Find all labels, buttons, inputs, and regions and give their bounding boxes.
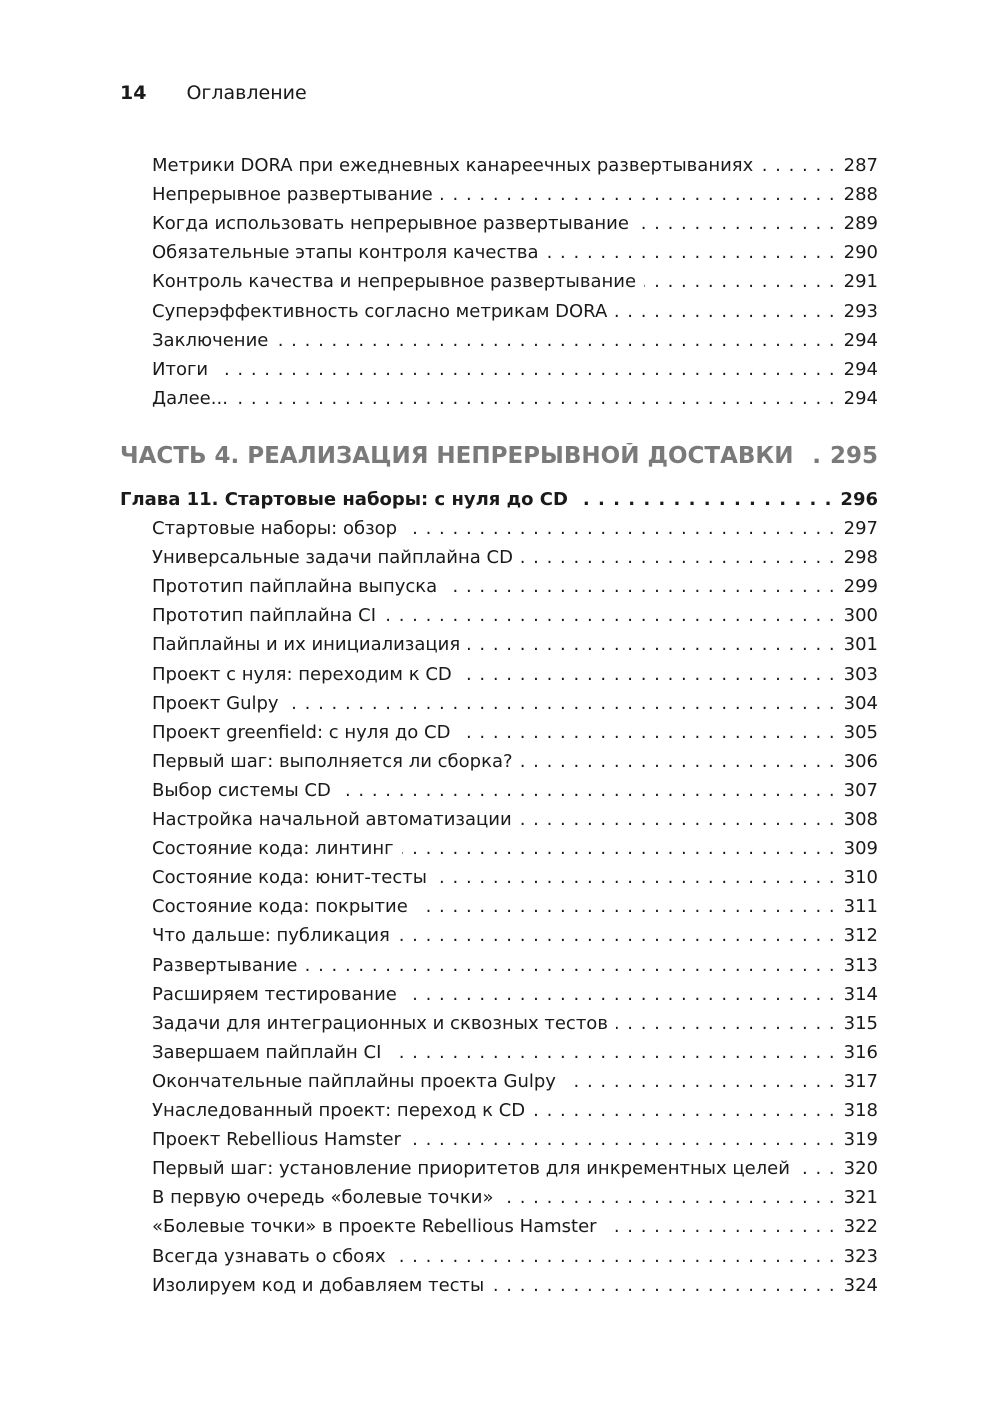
dot-leader	[644, 271, 836, 292]
toc-entry-page: 323	[843, 1245, 878, 1267]
dot-leader	[287, 693, 836, 714]
toc-entry-page: 287	[843, 155, 878, 176]
toc-entry-page: 311	[843, 896, 878, 918]
toc-entry[interactable]	[0, 359, 1000, 380]
part-heading[interactable]	[0, 443, 1000, 469]
toc-entry[interactable]	[0, 330, 1000, 351]
dot-leader	[547, 242, 836, 263]
toc-entry-title: Состояние кода: юнит-тесты	[152, 867, 427, 889]
dot-leader	[564, 1071, 836, 1092]
toc-entry[interactable]	[0, 693, 1000, 714]
toc-entry[interactable]	[0, 1246, 1000, 1267]
toc-entry-page: 306	[843, 750, 878, 772]
toc-entry[interactable]	[0, 547, 1000, 568]
toc-entry-title: Состояние кода: покрытие	[152, 896, 408, 918]
toc-entry-title: Всегда узнавать о сбоях	[152, 1245, 386, 1267]
running-head	[120, 82, 307, 104]
dot-leader	[615, 301, 835, 322]
dot-leader	[637, 213, 836, 234]
dot-leader	[468, 634, 835, 655]
toc-entry[interactable]	[0, 780, 1000, 801]
dot-leader	[492, 1275, 835, 1296]
dot-leader	[416, 896, 836, 917]
toc-entry[interactable]	[0, 838, 1000, 859]
toc-entry[interactable]	[0, 155, 1000, 176]
toc-entry[interactable]	[0, 751, 1000, 772]
toc-entry-title: Проект greenfield: с нуля до CD	[152, 721, 451, 743]
toc-entry[interactable]	[0, 605, 1000, 626]
toc-entry-title: В первую очередь «болевые точки»	[152, 1187, 494, 1209]
toc-entry-page: 289	[843, 213, 878, 235]
toc-entry-title: Непрерывное развертывание	[152, 184, 433, 206]
toc-entry-page: 304	[843, 692, 878, 714]
toc-entry[interactable]	[0, 809, 1000, 830]
toc-entry-title: Стартовые наборы: обзор	[152, 518, 398, 539]
toc-entry-page: 298	[843, 547, 878, 569]
chapter-heading[interactable]	[0, 489, 1000, 510]
dot-leader	[616, 1013, 836, 1034]
toc-entry-title: Завершаем пайплайн CI	[152, 1041, 382, 1063]
toc-entry-title: Первый шаг: установление приоритетов для инкрементных целей	[152, 1158, 790, 1180]
toc-entry[interactable]	[0, 664, 1000, 685]
dot-leader	[445, 576, 835, 597]
toc-entry-title: Окончательные пайплайны проекта Gulpy	[152, 1070, 556, 1092]
toc-entry-page: 322	[843, 1216, 878, 1238]
toc-entry-title: «Болевые точки» в проекте Rebellious Hamster	[152, 1216, 597, 1238]
dot-leader	[521, 547, 836, 568]
toc-entry[interactable]	[0, 722, 1000, 743]
toc-entry-title: Что дальше: публикация	[152, 925, 390, 947]
dot-leader	[398, 925, 836, 946]
toc-entry[interactable]	[0, 984, 1000, 1005]
toc-entry[interactable]	[0, 634, 1000, 655]
chapter-heading-page: 296	[840, 489, 878, 510]
toc-entry-page: 288	[843, 184, 878, 206]
toc-entry-page: 320	[843, 1158, 878, 1180]
toc-entry[interactable]	[0, 1071, 1000, 1092]
toc-entry-page: 313	[843, 954, 878, 976]
toc-entry[interactable]	[0, 867, 1000, 888]
toc-entry[interactable]	[0, 388, 1000, 409]
toc-entry-page: 309	[843, 838, 878, 860]
toc-entry[interactable]	[0, 1275, 1000, 1296]
toc-entry-title: Контроль качества и непрерывное развертывание	[152, 271, 637, 293]
toc-entry[interactable]	[0, 925, 1000, 946]
toc-entry-page: 293	[843, 300, 878, 322]
dot-leader	[405, 518, 836, 539]
toc-entry-title: Первый шаг: выполняется ли сборка?	[152, 750, 513, 772]
dot-leader	[521, 751, 836, 772]
dot-leader	[458, 722, 835, 743]
toc-entry-page: 321	[843, 1187, 878, 1209]
toc-entry-page: 310	[843, 867, 878, 889]
toc-entry-page: 305	[843, 721, 878, 743]
toc-entry-page: 307	[843, 779, 878, 801]
toc-entry-page: 314	[843, 983, 878, 1005]
dot-leader	[216, 359, 836, 380]
toc-entry-title: Проект Rebellious Hamster	[152, 1129, 401, 1151]
toc-entry-title: Универсальные задачи пайплайна CD	[152, 547, 513, 569]
part-heading-title: ЧАСТЬ 4. РЕАЛИЗАЦИЯ НЕПРЕРЫВНОЙ ДОСТАВКИ	[120, 443, 794, 469]
toc-entry-page: 312	[843, 925, 878, 947]
dot-leader	[460, 664, 836, 685]
toc-entry-title: Метрики DORA при ежедневных канареечных развертываниях	[152, 155, 754, 176]
toc-entry-title: Когда использовать непрерывное развертывание	[152, 213, 629, 235]
toc-entry[interactable]	[0, 242, 1000, 263]
toc-entry[interactable]	[0, 1158, 1000, 1179]
toc-entry-title: Далее...	[152, 387, 228, 409]
toc-entry-title: Итоги	[152, 358, 209, 380]
toc-entry-page: 297	[843, 518, 878, 539]
toc-entry-title: Развертывание	[152, 954, 298, 976]
toc-entry[interactable]	[0, 1216, 1000, 1237]
toc-entry-page: 318	[843, 1100, 878, 1121]
toc-entry-page: 291	[843, 271, 878, 293]
toc-entry-title: Заключение	[152, 329, 269, 351]
toc-entry[interactable]	[0, 271, 1000, 292]
dot-leader	[384, 605, 836, 626]
toc-entry-title: Прототип пайплайна выпуска	[152, 576, 438, 598]
toc-entry[interactable]	[0, 1042, 1000, 1063]
toc-entry-page: 300	[843, 605, 878, 627]
page-number: 14	[120, 82, 147, 104]
dot-leader	[520, 809, 836, 830]
toc-entry[interactable]	[0, 518, 1000, 539]
toc-entry-page: 294	[843, 387, 878, 409]
dot-leader	[435, 867, 836, 888]
toc-entry-page: 290	[843, 242, 878, 264]
toc-entry[interactable]	[0, 1129, 1000, 1150]
toc-entry-title: Пайплайны и их инициализация	[152, 634, 461, 656]
part-heading-page: 295	[829, 443, 878, 469]
toc-entry-page: 324	[843, 1274, 878, 1296]
toc-entry-title: Обязательные этапы контроля качества	[152, 242, 539, 264]
dot-leader	[402, 838, 836, 859]
dot-leader	[236, 388, 836, 409]
toc-entry-page: 294	[843, 329, 878, 351]
dot-leader	[533, 1100, 836, 1121]
toc-entry-page: 315	[843, 1012, 878, 1034]
dot-leader	[576, 489, 832, 510]
toc-entry-title: Настройка начальной автоматизации	[152, 809, 512, 830]
toc-entry-page: 303	[843, 663, 878, 685]
toc-entry-title: Изолируем код и добавляем тесты	[152, 1274, 485, 1296]
toc-entry-title: Состояние кода: линтинг	[152, 838, 394, 860]
toc-entry-title: Задачи для интеграционных и сквозных тестов	[152, 1012, 608, 1034]
toc-entry-page: 294	[843, 358, 878, 380]
toc-entry-page: 317	[843, 1070, 878, 1092]
toc-entry-title: Проект Gulpy	[152, 692, 279, 714]
toc-entry[interactable]	[0, 576, 1000, 597]
dot-leader	[405, 984, 836, 1005]
dot-leader	[605, 1216, 836, 1237]
toc-entry-title: Проект с нуля: переходим к CD	[152, 663, 452, 685]
dot-leader	[276, 330, 835, 351]
dot-leader	[409, 1129, 836, 1150]
dot-leader	[389, 1042, 835, 1063]
dot-leader	[761, 155, 835, 176]
toc-entry-page: 308	[843, 809, 878, 830]
dot-leader	[798, 1158, 836, 1179]
toc-entry-title: Суперэффективность согласно метрикам DORA	[152, 300, 608, 322]
toc-entry-page: 319	[843, 1129, 878, 1151]
toc-entry[interactable]	[0, 955, 1000, 976]
toc-entry-title: Прототип пайплайна CI	[152, 605, 377, 627]
toc-entry[interactable]	[0, 1100, 1000, 1121]
toc-entry-page: 299	[843, 576, 878, 598]
toc-entry-title: Расширяем тестирование	[152, 983, 397, 1005]
toc-entry-page: 316	[843, 1041, 878, 1063]
toc-entry[interactable]	[0, 896, 1000, 917]
dot-leader	[801, 443, 822, 469]
toc-entry[interactable]	[0, 1013, 1000, 1034]
dot-leader	[502, 1187, 836, 1208]
dot-leader	[394, 1246, 836, 1267]
toc-entry[interactable]	[0, 301, 1000, 322]
dot-leader	[339, 780, 836, 801]
toc-entry[interactable]	[0, 1187, 1000, 1208]
toc-entry-title: Унаследованный проект: переход к CD	[152, 1100, 526, 1121]
chapter-heading-title: Глава 11. Стартовые наборы: с нуля до CD	[120, 489, 568, 510]
toc-entry-title: Выбор системы CD	[152, 779, 331, 801]
toc-entry[interactable]	[0, 213, 1000, 234]
toc-entry[interactable]	[0, 184, 1000, 205]
dot-leader	[441, 184, 836, 205]
dot-leader	[305, 955, 835, 976]
toc-entry-page: 301	[843, 634, 878, 656]
section-title: Оглавление	[186, 82, 307, 104]
